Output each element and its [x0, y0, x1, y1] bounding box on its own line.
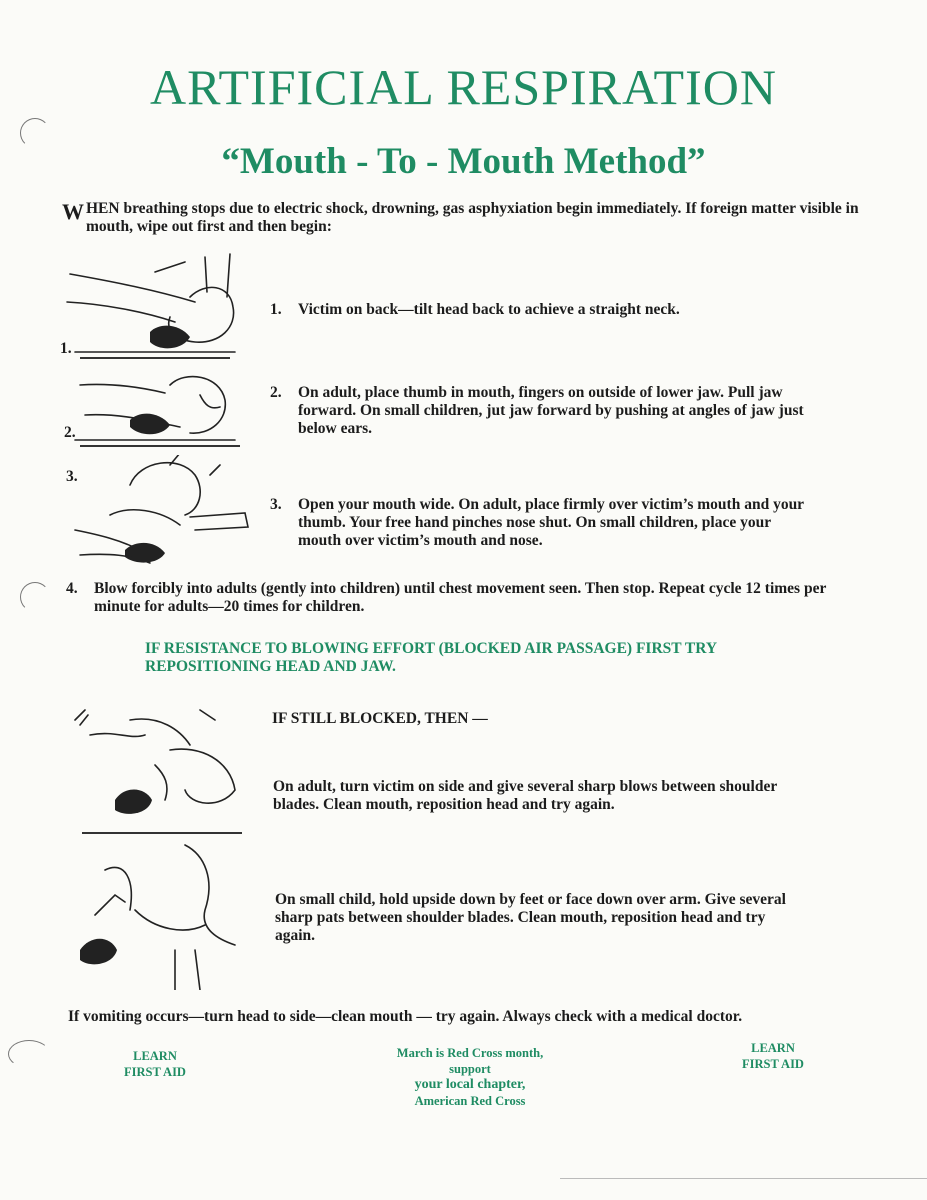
figure-label-3: 3.: [66, 468, 78, 485]
step-text: Open your mouth wide. On adult, place firmly over victim’s mouth and your thumb. Your free hand pinches nose shut. On small children, place your mouth over victim’s mouth and nose.: [298, 496, 804, 549]
punch-hole-middle: [20, 582, 50, 612]
footer-left: LEARN FIRST AID: [124, 1049, 186, 1079]
illustration-step-1: [55, 252, 245, 364]
step-4: [66, 580, 876, 616]
illustration-adult-blocked: [70, 705, 245, 835]
intro-text: HEN breathing stops due to electric shock, drowning, gas asphyxiation begin immediately. If foreign matter visible in mouth, wipe out first and then begin:: [86, 200, 859, 235]
intro-paragraph: [62, 200, 872, 236]
step-3: [270, 496, 810, 550]
punch-hole-bottom: [8, 1040, 50, 1068]
divider-fig2: [80, 445, 240, 447]
illustration-step-3: [70, 455, 260, 570]
still-blocked-heading: IF STILL BLOCKED, THEN —: [272, 710, 488, 727]
step-text: Blow forcibly into adults (gently into children) until chest movement seen. Then stop. Repeat cycle 12 times per minute for adults—20 times for children.: [94, 580, 827, 615]
figure-label-1: 1.: [60, 340, 72, 357]
child-blocked-text: On small child, hold upside down by feet or face down over arm. Give several sharp pats between shoulder blades. Clean mouth, reposition head and try again.: [275, 891, 786, 944]
resistance-note: IF RESISTANCE TO BLOWING EFFORT (BLOCKED AIR PASSAGE) FIRST TRY REPOSITIONING HEAD AND JAW.: [145, 640, 717, 675]
footer-center-line1: March is Red Cross month,: [396, 1046, 544, 1060]
footer-right: LEARN FIRST AID: [742, 1041, 804, 1071]
footer-center-line3: your local chapter,: [414, 1077, 526, 1092]
step-number: 1.: [270, 301, 282, 318]
step-number: 4.: [66, 580, 78, 597]
step-text: Victim on back—tilt head back to achieve a straight neck.: [298, 301, 680, 318]
step-number: 2.: [270, 384, 282, 401]
bottom-edge-line: [560, 1178, 927, 1179]
step-text: On adult, place thumb in mouth, fingers on outside of lower jaw. Pull jaw forward. On small children, jut jaw forward by pushing at angles of jaw just below ears.: [298, 384, 804, 437]
step-number: 3.: [270, 496, 282, 513]
footer-center-line4: American Red Cross: [414, 1094, 526, 1108]
vomiting-note: If vomiting occurs—turn head to side—clean mouth — try again. Always check with a medical doctor.: [68, 1008, 743, 1025]
step-1: [270, 301, 810, 319]
intro-drop-letter: W: [62, 199, 84, 224]
illustration-child-blocked: [75, 840, 250, 990]
page-title: ARTIFICIAL RESPIRATION: [150, 59, 777, 115]
footer-center-line2: support: [449, 1062, 491, 1076]
footer-center: [355, 1045, 585, 1109]
illustration-step-2: [70, 365, 240, 445]
page-subtitle: “Mouth - To - Mouth Method”: [221, 141, 706, 182]
adult-blocked-text: On adult, turn victim on side and give several sharp blows between shoulder blades. Clean mouth, reposition head and try again.: [273, 778, 777, 813]
step-2: [270, 384, 810, 438]
divider-blocked: [82, 832, 242, 834]
divider-fig1: [80, 357, 230, 359]
figure-label-2: 2.: [64, 424, 76, 441]
